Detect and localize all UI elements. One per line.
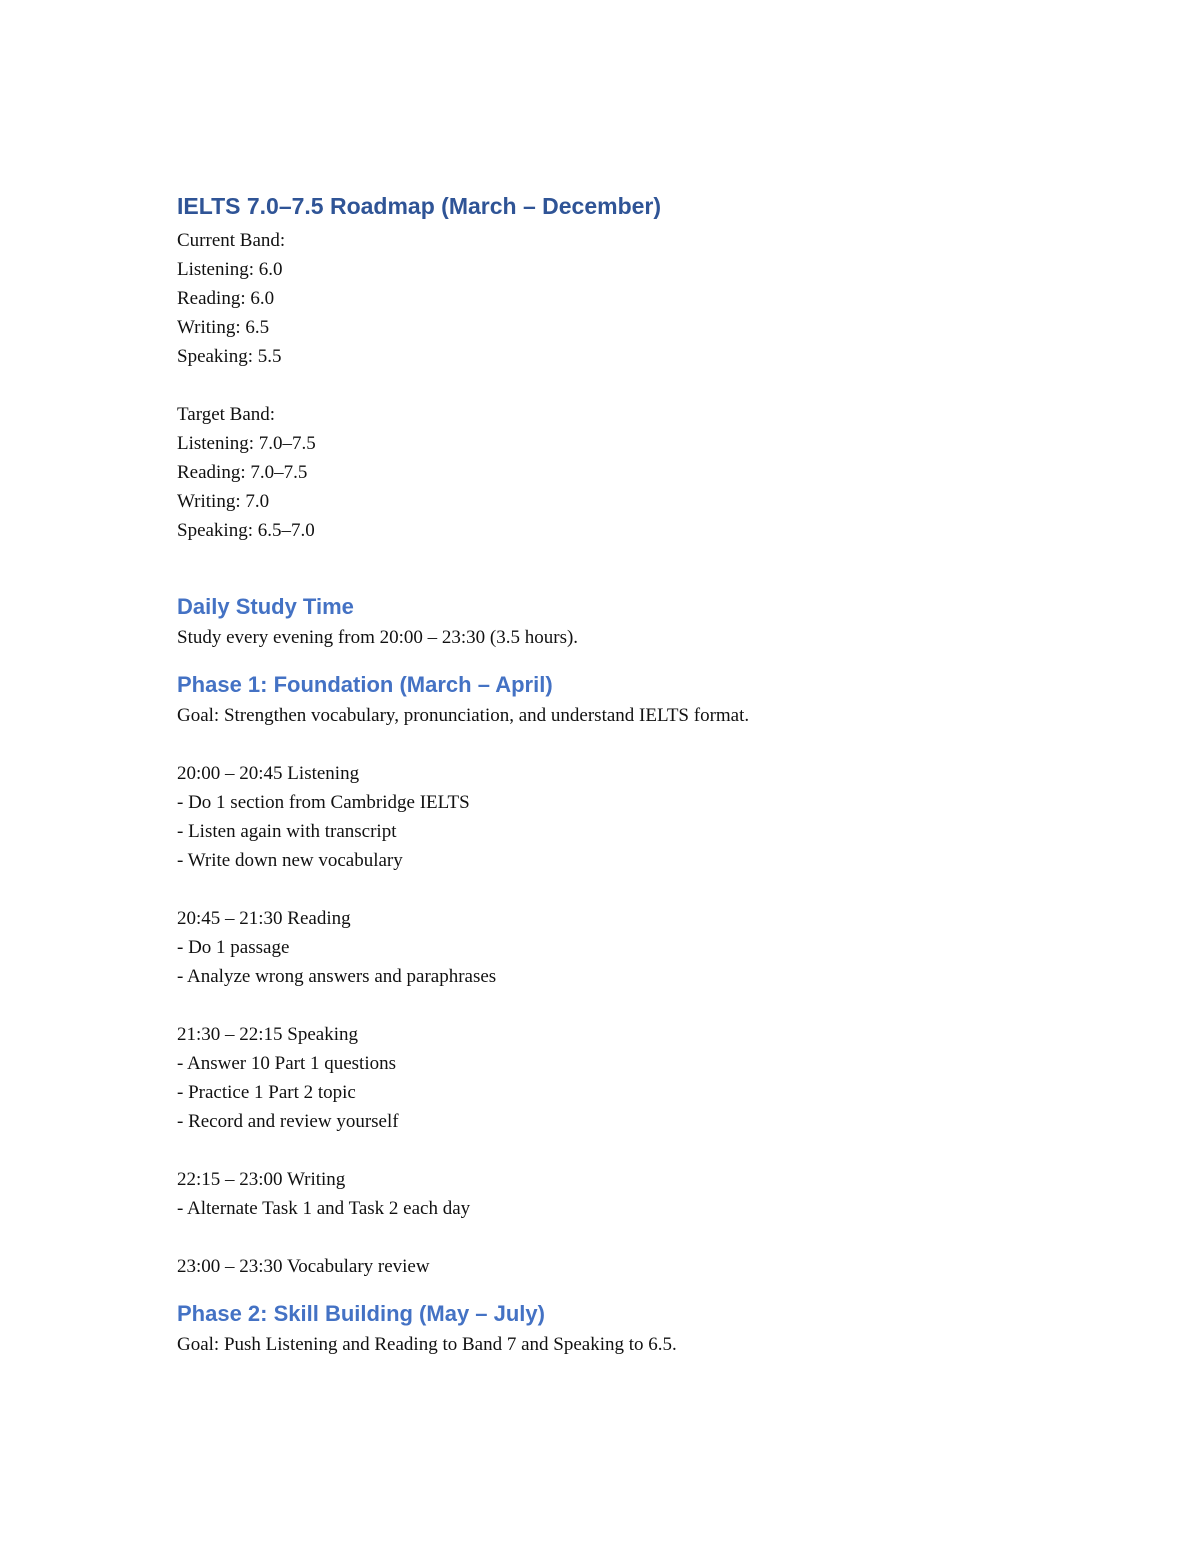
phase2-goal: Goal: Push Listening and Reading to Band 7 and Speaking to 6.5. <box>177 1334 677 1355</box>
phase1-goal: Goal: Strengthen vocabulary, pronunciation, and understand IELTS format. <box>177 705 750 726</box>
phase1-heading: Phase 1: Foundation (March – April) <box>177 672 553 697</box>
list-item: - Answer 10 Part 1 questions <box>177 1053 397 1074</box>
spacer <box>177 652 1037 669</box>
writing-time: 22:15 – 23:00 Writing <box>177 1169 346 1190</box>
document-page <box>177 190 1037 1359</box>
reading-time: 20:45 – 21:30 Reading <box>177 908 351 929</box>
listening-block <box>177 759 1037 875</box>
reading-block <box>177 904 1037 991</box>
spacer <box>177 1281 1037 1298</box>
current-band-section <box>177 226 1037 371</box>
target-listening: Listening: 7.0–7.5 <box>177 433 316 454</box>
spacer <box>177 991 1037 1020</box>
speaking-time: 21:30 – 22:15 Speaking <box>177 1024 359 1045</box>
spacer <box>177 545 1037 591</box>
list-item: - Alternate Task 1 and Task 2 each day <box>177 1198 471 1219</box>
writing-block <box>177 1165 1037 1223</box>
current-listening: Listening: 6.0 <box>177 259 283 280</box>
document-title: IELTS 7.0–7.5 Roadmap (March – December) <box>177 193 662 219</box>
listening-time: 20:00 – 20:45 Listening <box>177 763 360 784</box>
list-item: - Write down new vocabulary <box>177 850 403 871</box>
current-reading: Reading: 6.0 <box>177 288 275 309</box>
target-writing: Writing: 7.0 <box>177 491 270 512</box>
list-item: - Listen again with transcript <box>177 821 397 842</box>
target-band-section <box>177 400 1037 545</box>
target-band-heading: Target Band: <box>177 404 276 425</box>
spacer <box>177 1136 1037 1165</box>
list-item: - Record and review yourself <box>177 1111 399 1132</box>
vocabulary-time: 23:00 – 23:30 Vocabulary review <box>177 1256 430 1277</box>
daily-study-text: Study every evening from 20:00 – 23:30 (3.5 hours). <box>177 627 579 648</box>
vocabulary-block <box>177 1252 1037 1281</box>
list-item: - Do 1 passage <box>177 937 290 958</box>
target-speaking: Speaking: 6.5–7.0 <box>177 520 315 541</box>
daily-study-heading: Daily Study Time <box>177 594 354 619</box>
target-reading: Reading: 7.0–7.5 <box>177 462 308 483</box>
list-item: - Analyze wrong answers and paraphrases <box>177 966 497 987</box>
current-band-heading: Current Band: <box>177 230 286 251</box>
spacer <box>177 371 1037 400</box>
current-speaking: Speaking: 5.5 <box>177 346 282 367</box>
speaking-block <box>177 1020 1037 1136</box>
list-item: - Do 1 section from Cambridge IELTS <box>177 792 470 813</box>
phase2-heading: Phase 2: Skill Building (May – July) <box>177 1301 545 1326</box>
spacer <box>177 1223 1037 1252</box>
list-item: - Practice 1 Part 2 topic <box>177 1082 356 1103</box>
spacer <box>177 730 1037 759</box>
spacer <box>177 875 1037 904</box>
current-writing: Writing: 6.5 <box>177 317 270 338</box>
